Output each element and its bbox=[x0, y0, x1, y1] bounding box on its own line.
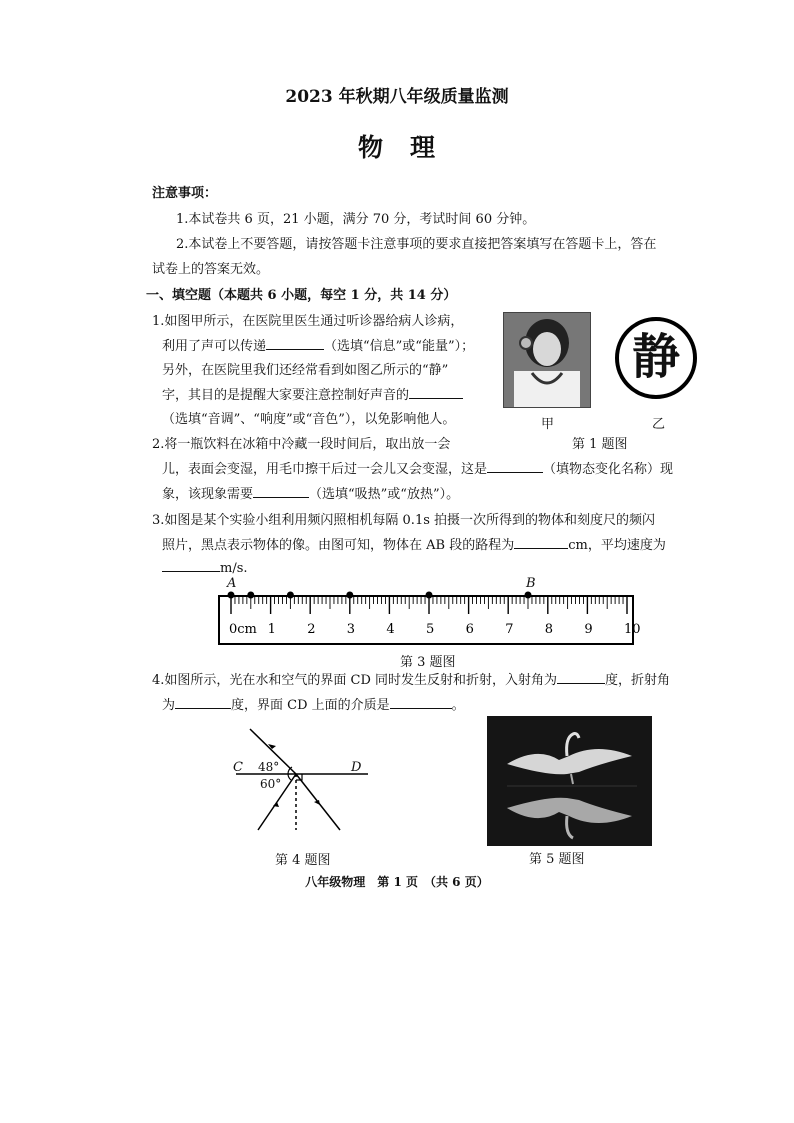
q4-line2: 为 度，界面 CD 上面的介质是 。 bbox=[162, 694, 465, 713]
ruler-label: 3 bbox=[346, 622, 356, 637]
notes-item-2-line2: 试卷上的答案无效。 bbox=[152, 262, 270, 277]
notes-item-1: 1.本试卷共 6 页，21 小题，满分 70 分，考试时间 60 分钟。 bbox=[176, 212, 536, 227]
refraction-diagram bbox=[228, 727, 378, 837]
q2-line2: 儿，表面会变湿，用毛巾擦干后过一会儿又会变湿，这是 （填物态变化名称）现 bbox=[162, 458, 673, 477]
ruler-label: 0cm bbox=[229, 622, 257, 637]
q2-blank-1 bbox=[487, 459, 543, 473]
ruler-label: 5 bbox=[426, 622, 435, 637]
q1-line4: 字，其目的是提醒大家要注意控制好声音的 bbox=[162, 384, 463, 403]
figure-5-caption: 第 5 题图 bbox=[529, 852, 585, 867]
crane-reflection-photo bbox=[487, 716, 652, 846]
notes-title: 注意事项： bbox=[152, 186, 218, 201]
flash-dot bbox=[346, 592, 353, 599]
q4-blank-2 bbox=[175, 695, 231, 709]
q1-line2: 利用了声可以传递 （选填“信息”或“能量”）； bbox=[162, 335, 474, 354]
quiet-sign-char: 静 bbox=[631, 329, 680, 385]
section-1-title: 一、填空题（本题共 6 小题，每空 1 分，共 14 分） bbox=[146, 288, 457, 303]
ruler bbox=[217, 576, 641, 648]
flash-dot bbox=[247, 592, 254, 599]
point-b-label: B bbox=[526, 576, 536, 591]
q3-blank-2 bbox=[162, 558, 220, 572]
q1-line3: 另外，在医院里我们还经常看到如图乙所示的“静” bbox=[162, 363, 449, 378]
q1-blank-2 bbox=[409, 385, 463, 399]
page-footer: 八年级物理 第 1 页 （共 6 页） bbox=[305, 875, 489, 889]
label-d: D bbox=[351, 760, 362, 775]
point-a-label: A bbox=[227, 576, 237, 591]
flash-dot bbox=[287, 592, 294, 599]
ruler-label: 9 bbox=[584, 622, 593, 637]
angle-60: 60° bbox=[260, 777, 282, 791]
q2-line3: 象，该现象需要 （选填“吸热”或“放热”）。 bbox=[162, 483, 459, 502]
figure-1-caption: 第 1 题图 bbox=[572, 437, 628, 452]
label-c: C bbox=[233, 760, 243, 775]
q1-line1: 1.如图甲所示，在医院里医生通过听诊器给病人诊病， bbox=[152, 314, 464, 329]
q1-line5: （选填“音调”、“响度”或“音色”），以免影响他人。 bbox=[162, 412, 456, 427]
quiet-sign-icon bbox=[614, 316, 698, 400]
flash-dot bbox=[228, 592, 235, 599]
ruler-label: 7 bbox=[505, 622, 514, 637]
ruler-label: 8 bbox=[544, 622, 554, 637]
ruler-label: 6 bbox=[465, 622, 474, 637]
figure-label-yi: 乙 bbox=[652, 417, 666, 432]
ruler-label: 2 bbox=[307, 622, 316, 637]
ruler-label: 1 bbox=[267, 622, 276, 637]
flash-dot bbox=[426, 592, 433, 599]
q3-blank-1 bbox=[514, 535, 568, 549]
subject-title: 物 理 bbox=[357, 133, 436, 162]
q3-line3: m/s. bbox=[162, 558, 248, 576]
q3-line1: 3.如图是某个实验小组利用频闪照相机每隔 0.1s 拍摄一次所得到的物体和刻度尺的频闪 bbox=[152, 513, 656, 528]
q1-blank-1 bbox=[266, 336, 324, 350]
doctor-photo bbox=[503, 312, 591, 408]
flash-dot bbox=[525, 592, 532, 599]
q3-line2: 照片，黑点表示物体的像。由图可知，物体在 AB 段的路程为 cm，平均速度为 bbox=[162, 534, 666, 553]
q4-line1: 4.如图所示，光在水和空气的界面 CD 同时发生反射和折射，入射角为 度，折射角 bbox=[152, 669, 670, 688]
ruler-label: 4 bbox=[386, 622, 395, 637]
exam-header: 2023 年秋期八年级质量监测 bbox=[285, 87, 509, 107]
q2-blank-2 bbox=[253, 484, 309, 498]
figure-3-caption: 第 3 题图 bbox=[400, 655, 456, 670]
figure-4-caption: 第 4 题图 bbox=[275, 853, 331, 868]
notes-item-2-line1: 2.本试卷上不要答题，请按答题卡注意事项的要求直接把答案填写在答题卡上，答在 bbox=[176, 237, 657, 252]
angle-48: 48° bbox=[258, 760, 280, 774]
ruler-figure bbox=[217, 576, 641, 648]
figure-label-jia: 甲 bbox=[541, 417, 555, 432]
q4-blank-3 bbox=[390, 695, 452, 709]
q2-line1: 2.将一瓶饮料在冰箱中冷藏一段时间后，取出放一会 bbox=[152, 437, 451, 452]
q4-blank-1 bbox=[557, 670, 605, 684]
ruler-label: 10 bbox=[624, 622, 641, 637]
